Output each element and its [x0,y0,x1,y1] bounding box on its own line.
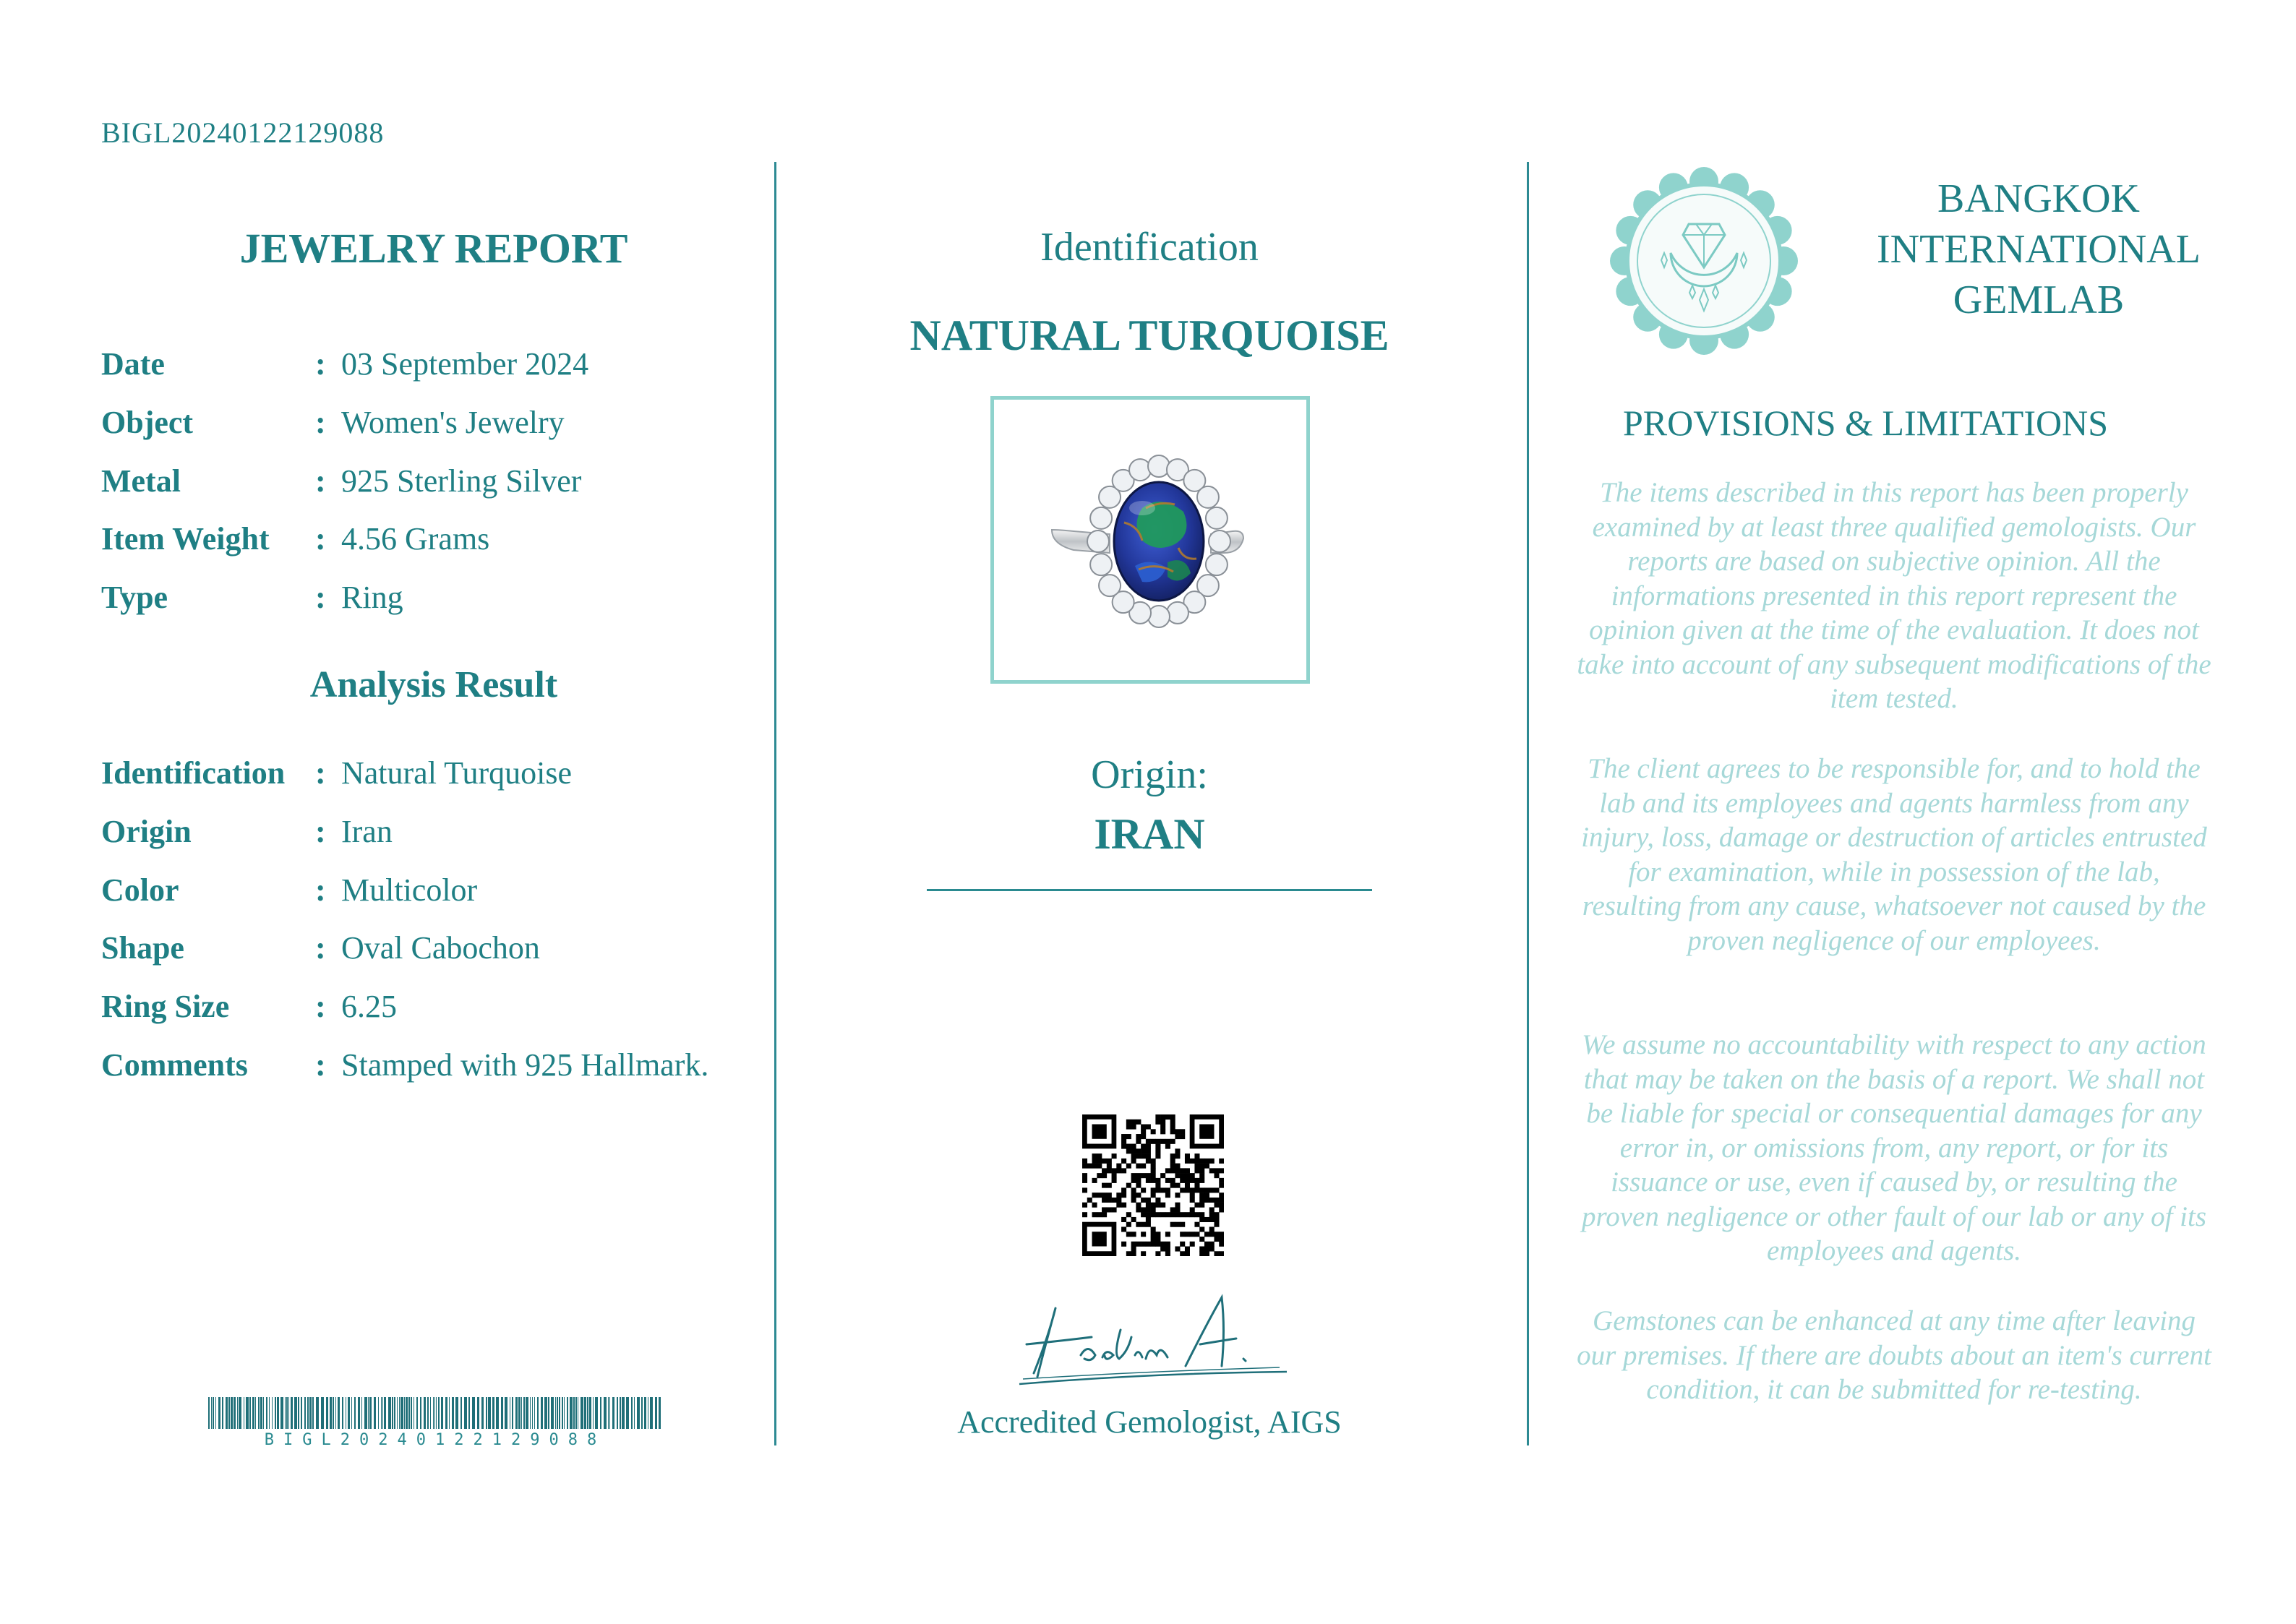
analysis-value: Natural Turquoise [341,755,572,791]
provisions-paragraph-4: Gemstones can be enhanced at any time after leaving our premises. If there are doubts about an item's current condition, it can be submitted for re-testing. [1577,1305,2211,1405]
analysis-value: Stamped with 925 Hallmark. [341,1047,709,1083]
origin-underline [927,889,1372,891]
lab-name-line-2: INTERNATIONAL [1877,227,2201,272]
provisions-paragraph-2: The client agrees to be responsible for, and to hold the lab and its employees and agents harmless from any injury, loss, damage or destruction of articles entrusted for examination, while in possession of the lab, resulting from any cause, whatsoever not caused by the proven negligence of our employees. [1581,753,2207,956]
barcode-text: BIGL20240122129088 [264,1431,607,1449]
analysis-value: 6.25 [341,989,397,1024]
analysis-colon: : [315,755,326,791]
origin-value: IRAN [1094,810,1205,858]
signature [1005,1286,1294,1395]
analysis-value: Multicolor [341,872,478,908]
lab-seal-logo [1609,166,1799,356]
ring-photo [994,400,1306,680]
analysis-label: Color [101,872,179,908]
detail-value: Women's Jewelry [341,405,565,440]
divider-left [774,162,776,1445]
ring-photo-frame [990,396,1310,684]
analysis-label: Identification [101,755,286,791]
analysis-value: Iran [341,814,393,849]
analysis-label: Origin [101,814,192,849]
detail-value: 4.56 Grams [341,521,490,557]
detail-colon: : [315,580,326,615]
detail-label: Metal [101,463,181,499]
detail-value: 03 September 2024 [341,346,589,382]
report-title: JEWELRY REPORT [239,225,628,272]
provisions-title: PROVISIONS & LIMITATIONS [1623,403,2109,443]
detail-value: 925 Sterling Silver [341,463,582,499]
report-id: BIGL20240122129088 [101,116,385,149]
divider-right [1527,162,1529,1445]
detail-label: Item Weight [101,521,270,557]
analysis-colon: : [315,872,326,908]
detail-colon: : [315,463,326,499]
analysis-label: Comments [101,1047,248,1083]
detail-colon: : [315,346,326,382]
analysis-colon: : [315,814,326,849]
detail-label: Date [101,346,165,382]
qr-code [1082,1114,1224,1256]
analysis-colon: : [315,930,326,966]
identification-heading: Identification [1040,225,1259,270]
identification-value: NATURAL TURQUOISE [909,312,1389,359]
analysis-label: Shape [101,930,184,966]
provisions-paragraph-1: The items described in this report has been properly examined by at least three qualified gemologists. Our reports are based on subjective opinion. All the informations presented in this report represent the opinion given at the time of the evaluation. It does not take into account of any subsequent modifications of the item tested. [1577,477,2211,714]
signature-caption: Accredited Gemologist, AIGS [957,1404,1342,1440]
detail-label: Type [101,580,168,615]
lab-name-line-3: GEMLAB [1953,278,2125,322]
barcode [208,1397,662,1429]
detail-colon: : [315,405,326,440]
analysis-value: Oval Cabochon [341,930,540,966]
analysis-colon: : [315,989,326,1024]
lab-name [1851,173,2227,325]
lab-name-line-1: BANGKOK [1937,176,2140,221]
analysis-colon: : [315,1047,326,1083]
analysis-title: Analysis Result [309,664,558,705]
analysis-label: Ring Size [101,989,230,1024]
detail-value: Ring [341,580,403,615]
origin-heading: Origin: [1091,752,1208,797]
detail-colon: : [315,521,326,557]
provisions-paragraph-3: We assume no accountability with respect to any action that may be taken on the basis of a report. We shall not be liable for special or consequential damages for any error in, or omissions from, any report, or for its issuance or use, even if caused by, or resulting the proven negligence or other fault of our lab or any of its employees and agents. [1581,1029,2207,1266]
detail-label: Object [101,405,194,440]
